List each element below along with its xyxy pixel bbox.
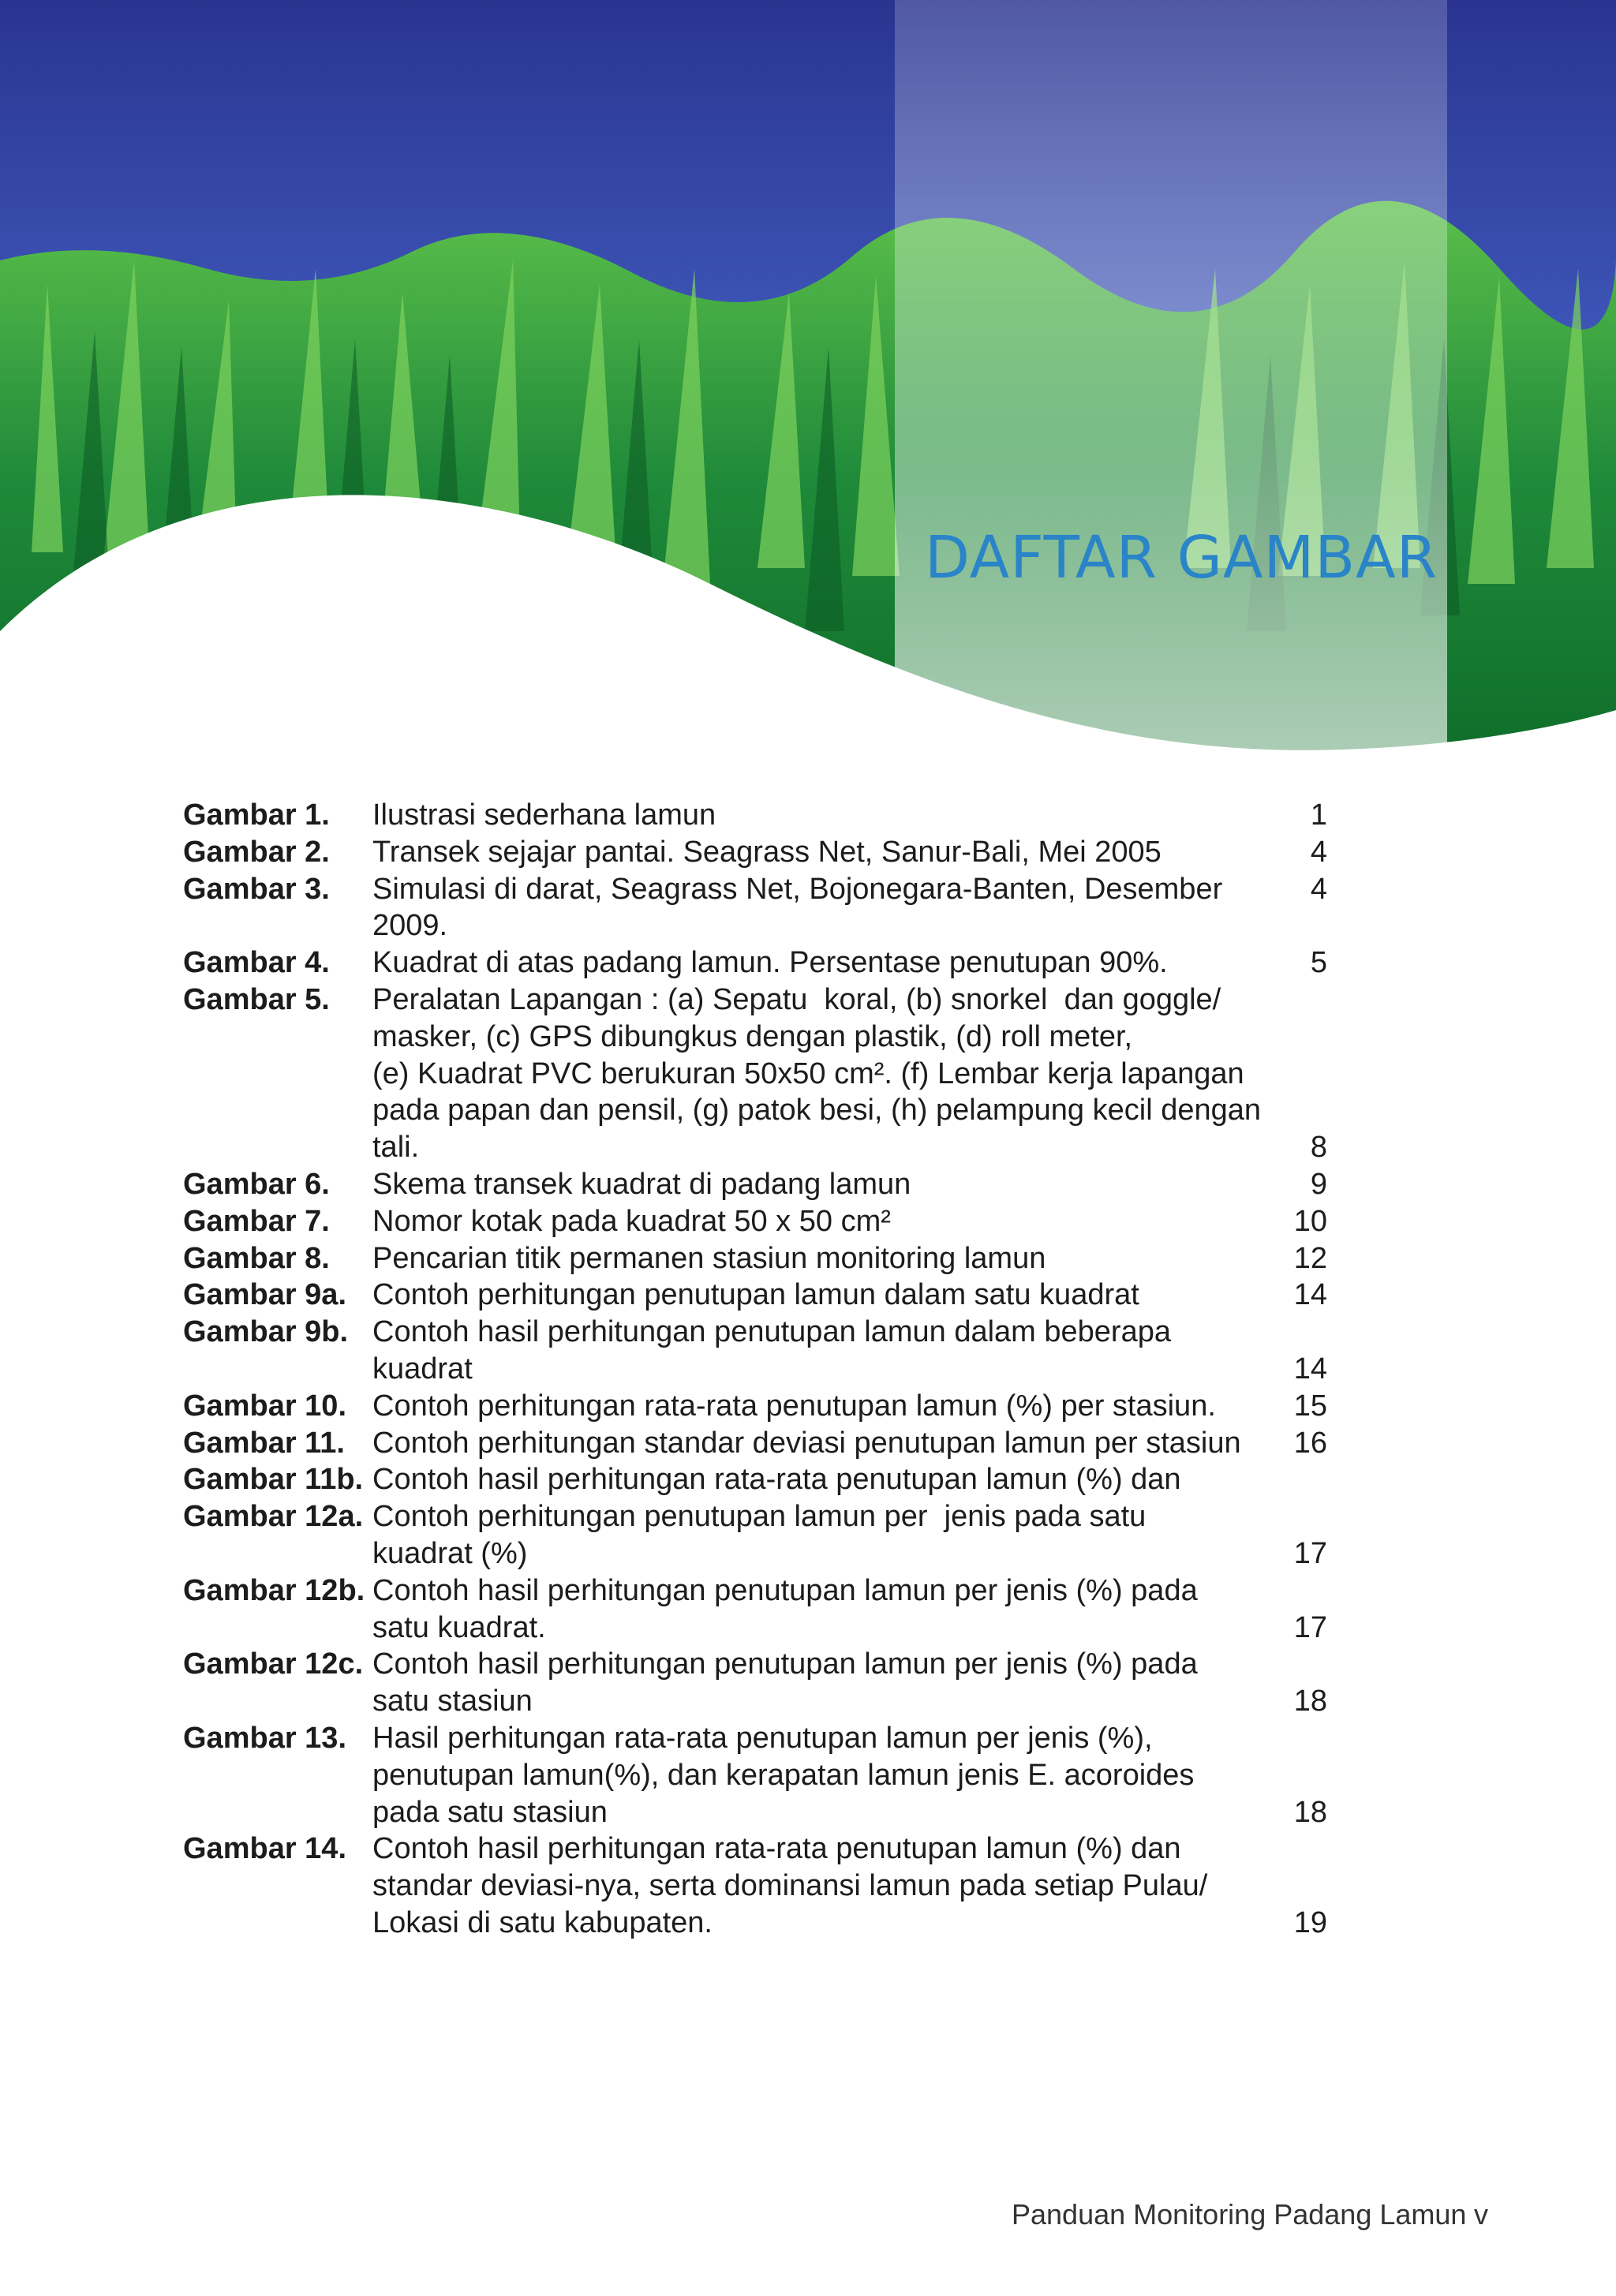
toc-page-number: 10 <box>1293 1204 1327 1238</box>
toc-page-number <box>1280 1572 1327 1610</box>
toc-label: Gambar 1. <box>183 798 330 832</box>
toc-row <box>183 1425 1327 1462</box>
toc-row <box>183 1019 1327 1056</box>
toc-title: Contoh perhitungan penutupan lamun dalam satu kuadrat <box>372 1278 1139 1312</box>
toc-title: Hasil perhitungan rata-rata penutupan lamun per jenis (%), <box>372 1721 1153 1755</box>
toc-page-number <box>1280 1092 1327 1129</box>
toc-label <box>183 1610 372 1647</box>
toc-page-number: 17 <box>1293 1536 1327 1570</box>
toc-title: Skema transek kuadrat di padang lamun <box>372 1167 911 1201</box>
toc-label <box>183 1351 372 1388</box>
toc-title: Simulasi di darat, Seagrass Net, Bojonegara-Banten, Desember 2009. <box>372 872 1231 943</box>
toc-row <box>183 944 1327 982</box>
toc-page-number: 5 <box>1310 946 1327 980</box>
toc-row <box>183 1757 1327 1794</box>
toc-label <box>183 1757 372 1794</box>
toc-title: penutupan lamun(%), dan kerapatan lamun jenis E. acoroides <box>372 1758 1195 1792</box>
toc-title: Lokasi di satu kabupaten. <box>372 1905 713 1939</box>
toc-row <box>183 1830 1327 1868</box>
toc-row <box>183 1794 1327 1831</box>
toc-row <box>183 1868 1327 1905</box>
toc-row <box>183 1314 1327 1351</box>
toc-title: tali. <box>372 1131 420 1165</box>
toc-page-number: 19 <box>1293 1905 1327 1939</box>
toc-label <box>183 1868 372 1905</box>
toc-label: Gambar 7. <box>183 1204 330 1238</box>
toc-page-number <box>1280 1461 1327 1498</box>
toc-row <box>183 1610 1327 1647</box>
toc-row <box>183 797 1327 834</box>
toc-title: standar deviasi-nya, serta dominansi lamun pada setiap Pulau/ <box>372 1869 1208 1903</box>
toc-row <box>183 1092 1327 1129</box>
toc-label: Gambar 9b. <box>183 1315 349 1349</box>
footer-page-number: v <box>1474 2198 1488 2231</box>
toc-label: Gambar 9a. <box>183 1278 346 1312</box>
toc-row <box>183 1572 1327 1610</box>
page-title: DAFTAR GAMBAR <box>925 524 1438 592</box>
toc-title: kuadrat <box>372 1352 473 1385</box>
toc-row <box>183 1056 1327 1093</box>
toc-label: Gambar 12b. <box>183 1573 365 1607</box>
toc-label: Gambar 8. <box>183 1241 330 1275</box>
toc-page-number: 12 <box>1293 1241 1327 1275</box>
toc-title: satu kuadrat. <box>372 1610 546 1644</box>
toc-page-number <box>1280 1314 1327 1351</box>
toc-title: (e) Kuadrat PVC berukuran 50x50 cm². (f) Lembar kerja lapangan <box>372 1056 1244 1090</box>
toc-label: Gambar 14. <box>183 1832 346 1866</box>
toc-title: Contoh hasil perhitungan rata-rata penutupan lamun (%) dan <box>372 1463 1181 1497</box>
toc-title: pada satu stasiun <box>372 1795 608 1829</box>
toc-label: Gambar 11b. <box>183 1463 364 1497</box>
toc-page-number: 17 <box>1293 1610 1327 1644</box>
toc-row <box>183 1461 1327 1498</box>
toc-row <box>183 834 1327 871</box>
toc-title: kuadrat (%) <box>372 1536 528 1570</box>
toc-row <box>183 1683 1327 1720</box>
toc-row <box>183 1498 1327 1535</box>
toc-page-number: 16 <box>1293 1426 1327 1460</box>
toc-page-number <box>1280 1757 1327 1794</box>
toc-row <box>183 1905 1327 1942</box>
toc-label: Gambar 11. <box>183 1426 345 1460</box>
toc-title: satu stasiun <box>372 1685 533 1718</box>
toc-page-number <box>1280 1498 1327 1535</box>
toc-label: Gambar 3. <box>183 872 330 906</box>
toc-page-number: 4 <box>1310 835 1327 869</box>
toc-title: Kuadrat di atas padang lamun. Persentase penutupan 90%. <box>372 946 1168 980</box>
toc-label <box>183 1019 372 1056</box>
toc-label <box>183 1683 372 1720</box>
footer-title: Panduan Monitoring Padang Lamun <box>1012 2198 1467 2231</box>
toc-title: Contoh perhitungan rata-rata penutupan lamun (%) per stasiun. <box>372 1389 1216 1423</box>
toc-title: Contoh perhitungan penutupan lamun per jenis pada satu <box>372 1500 1147 1534</box>
toc-page-number: 4 <box>1310 872 1327 906</box>
toc-title: Nomor kotak pada kuadrat 50 x 50 cm² <box>372 1204 891 1238</box>
toc-page-number: 1 <box>1310 798 1327 832</box>
toc-label <box>183 1056 372 1093</box>
toc-page-number: 18 <box>1293 1685 1327 1718</box>
toc-row <box>183 1203 1327 1240</box>
header-seagrass-image <box>0 0 1616 868</box>
toc-row <box>183 1351 1327 1388</box>
toc-title: Contoh hasil perhitungan penutupan lamun per jenis (%) pada <box>372 1573 1198 1607</box>
toc-row <box>183 1646 1327 1683</box>
toc-page-number: 14 <box>1293 1352 1327 1385</box>
toc-title: pada papan dan pensil, (g) patok besi, (h) pelampung kecil dengan <box>372 1094 1261 1127</box>
toc-title: Contoh hasil perhitungan penutupan lamun per jenis (%) pada <box>372 1647 1198 1681</box>
toc-label: Gambar 6. <box>183 1167 330 1201</box>
toc-page-number: 14 <box>1293 1278 1327 1312</box>
toc-title: Peralatan Lapangan : (a) Sepatu koral, (b) snorkel dan goggle/ <box>372 982 1221 1016</box>
toc-label: Gambar 13. <box>183 1721 346 1755</box>
toc-label <box>183 1535 372 1572</box>
toc-label: Gambar 5. <box>183 982 330 1016</box>
toc-label <box>183 1092 372 1129</box>
toc-label: Gambar 4. <box>183 946 330 980</box>
toc-page-number: 8 <box>1310 1131 1327 1165</box>
toc-title: Ilustrasi sederhana lamun <box>372 798 716 832</box>
toc-title: Contoh hasil perhitungan penutupan lamun dalam beberapa <box>372 1315 1171 1349</box>
toc-page-number <box>1280 1830 1327 1868</box>
toc-title: Contoh hasil perhitungan rata-rata penutupan lamun (%) dan <box>372 1832 1181 1866</box>
toc-row <box>183 1240 1327 1277</box>
toc-row <box>183 1720 1327 1757</box>
toc-row <box>183 871 1327 945</box>
toc-row <box>183 982 1327 1019</box>
toc-row <box>183 1388 1327 1425</box>
toc-title: Pencarian titik permanen stasiun monitoring lamun <box>372 1241 1046 1275</box>
toc-label <box>183 1794 372 1831</box>
toc-page-number: 9 <box>1310 1167 1327 1201</box>
toc-label <box>183 1129 372 1166</box>
toc-page-number: 18 <box>1293 1795 1327 1829</box>
toc-row <box>183 1166 1327 1203</box>
toc-page-number <box>1280 1868 1327 1905</box>
toc-page-number <box>1280 1720 1327 1757</box>
toc-page-number <box>1280 1646 1327 1683</box>
toc-label: Gambar 10. <box>183 1389 346 1423</box>
toc-label: Gambar 12c. <box>183 1647 364 1681</box>
toc-title: masker, (c) GPS dibungkus dengan plastik, (d) roll meter, <box>372 1019 1133 1053</box>
toc-row <box>183 1277 1327 1314</box>
toc-label: Gambar 2. <box>183 835 330 869</box>
toc-label: Gambar 12a. <box>183 1500 364 1534</box>
toc-title: Transek sejajar pantai. Seagrass Net, Sanur-Bali, Mei 2005 <box>372 835 1162 869</box>
toc-title: Contoh perhitungan standar deviasi penutupan lamun per stasiun <box>372 1426 1241 1460</box>
toc-page-number: 15 <box>1293 1389 1327 1423</box>
toc-label <box>183 1905 372 1942</box>
toc-row <box>183 1535 1327 1572</box>
toc-page-number <box>1280 982 1327 1019</box>
figure-list <box>183 797 1327 1942</box>
toc-page-number <box>1280 1019 1327 1056</box>
toc-row <box>183 1129 1327 1166</box>
toc-page-number <box>1280 1056 1327 1093</box>
